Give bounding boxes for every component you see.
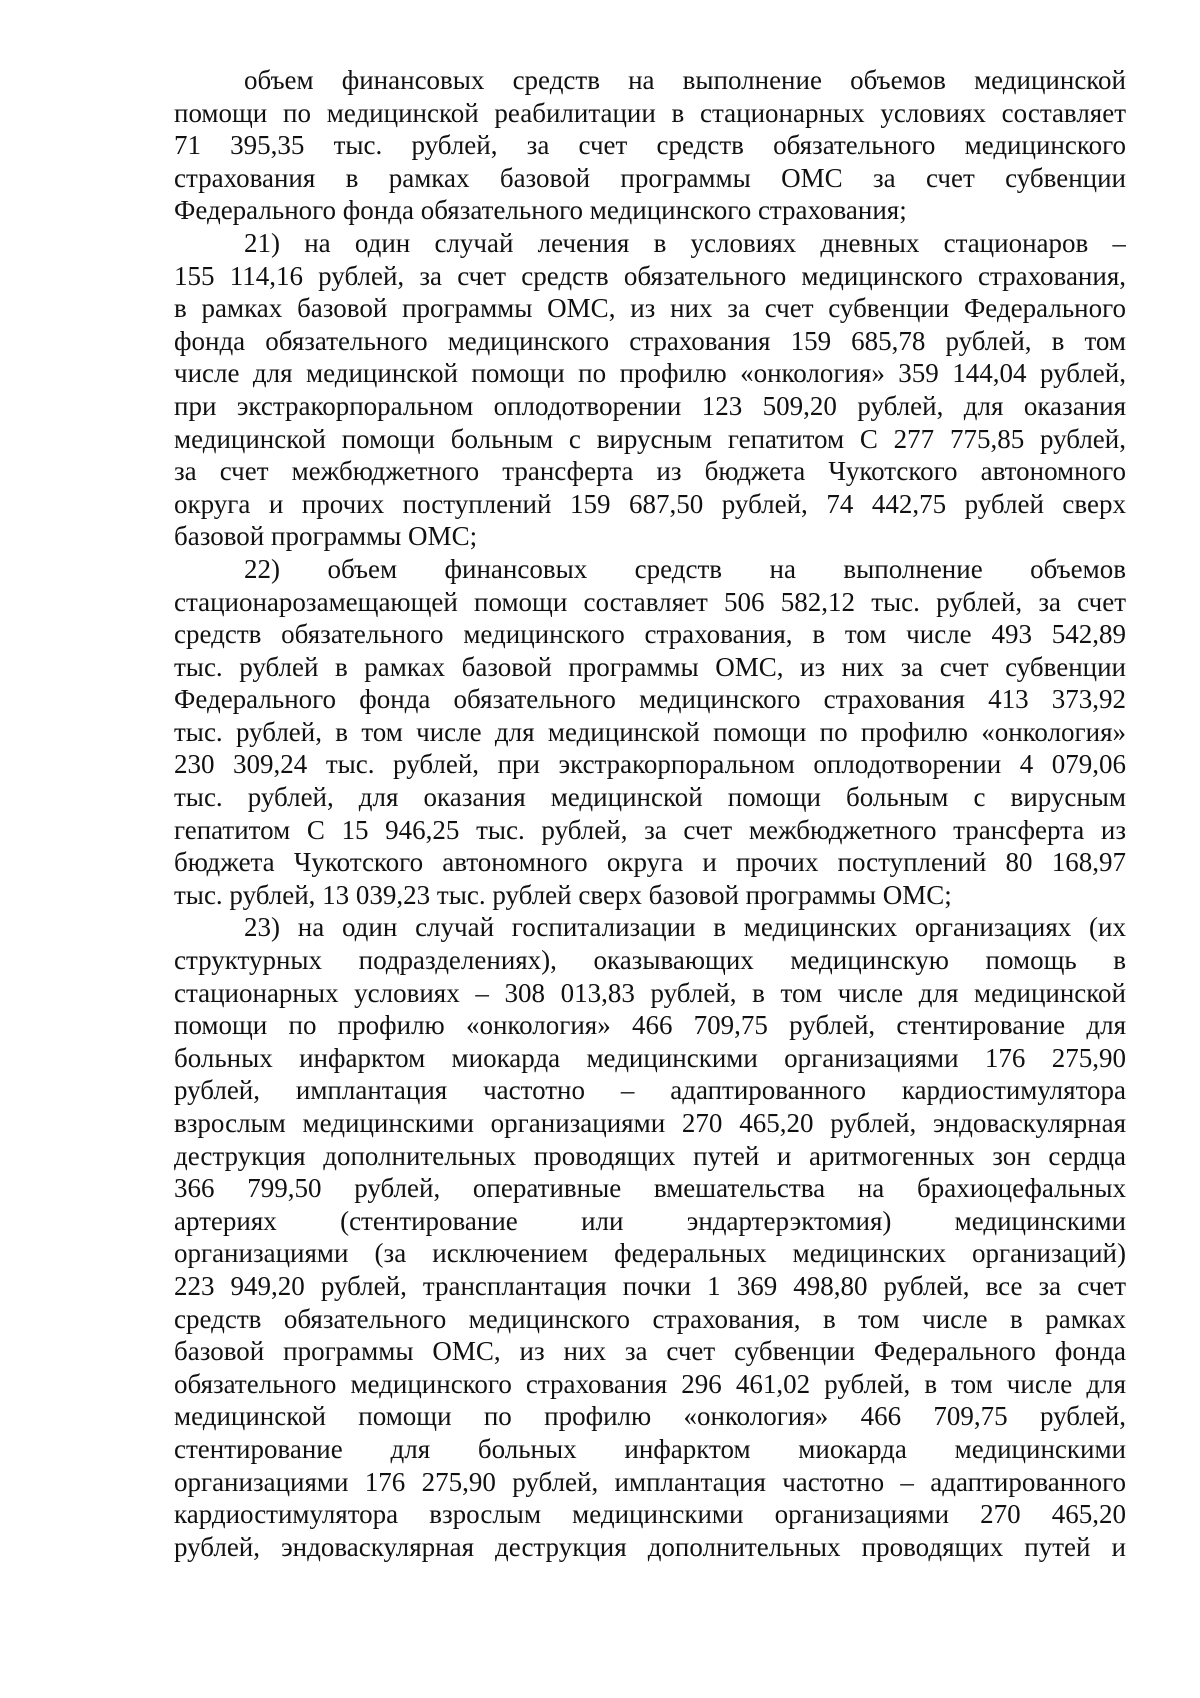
text-line: структурных подразделениях), оказывающих медицинскую помощь в — [174, 945, 1126, 976]
text-line: бюджета Чукотского автономного округа и прочих поступлений 80 168,97 — [174, 847, 1126, 878]
text-line: стационарных условиях – 308 013,83 рублей, в том числе для медицинской — [174, 977, 1126, 1008]
text-line: за счет межбюджетного трансферта из бюджета Чукотского автономного — [174, 456, 1126, 487]
text-line: тыс. рублей, 13 039,23 тыс. рублей сверх базовой программы ОМС; — [174, 879, 952, 910]
text-line: 155 114,16 рублей, за счет средств обязательного медицинского страхования, — [174, 260, 1126, 291]
text-line: средств обязательного медицинского страхования, в том числе 493 542,89 — [174, 619, 1126, 650]
text-line: 71 395,35 тыс. рублей, за счет средств обязательного медицинского — [174, 130, 1126, 161]
text-line: стационарозамещающей помощи составляет 506 582,12 тыс. рублей, за счет — [174, 586, 1126, 617]
text-line: кардиостимулятора взрослым медицинскими организациями 270 465,20 — [174, 1499, 1126, 1530]
text-line: средств обязательного медицинского страхования, в том числе в рамках — [174, 1303, 1126, 1334]
text-line: тыс. рублей, в том числе для медицинской помощи по профилю «онкология» — [174, 716, 1126, 747]
text-line: стентирование для больных инфарктом миокарда медицинскими — [174, 1433, 1126, 1464]
text-line: обязательного медицинского страхования 296 461,02 рублей, в том числе для — [174, 1368, 1126, 1399]
text-line: тыс. рублей в рамках базовой программы ОМС, из них за счет субвенции — [174, 651, 1126, 682]
text-line: организациями (за исключением федеральных медицинских организаций) — [174, 1238, 1126, 1269]
text-line: 22) объем финансовых средств на выполнение объемов — [244, 553, 1126, 584]
text-line: Федерального фонда обязательного медицинского страхования; — [174, 195, 907, 226]
text-line: тыс. рублей, для оказания медицинской помощи больным с вирусным — [174, 782, 1126, 813]
text-line: числе для медицинской помощи по профилю «онкология» 359 144,04 рублей, — [174, 358, 1126, 389]
document-body — [174, 64, 1126, 1563]
text-line: медицинской помощи по профилю «онкология» 466 709,75 рублей, — [174, 1401, 1126, 1432]
text-line: гепатитом С 15 946,25 тыс. рублей, за счет межбюджетного трансферта из — [174, 814, 1126, 845]
text-line: 21) на один случай лечения в условиях дневных стационаров – — [244, 227, 1126, 258]
text-line: помощи по профилю «онкология» 466 709,75 рублей, стентирование для — [174, 1010, 1126, 1041]
text-line: медицинской помощи больным с вирусным гепатитом С 277 775,85 рублей, — [174, 423, 1126, 454]
text-line: страхования в рамках базовой программы ОМС за счет субвенции — [174, 162, 1126, 193]
text-line: в рамках базовой программы ОМС, из них за счет субвенции Федерального — [174, 293, 1126, 324]
text-line: 223 949,20 рублей, трансплантация почки 1 369 498,80 рублей, все за счет — [174, 1270, 1126, 1301]
text-line: взрослым медицинскими организациями 270 465,20 рублей, эндоваскулярная — [174, 1108, 1126, 1138]
text-line: помощи по медицинской реабилитации в стационарных условиях составляет — [174, 97, 1126, 128]
text-line: объем финансовых средств на выполнение объемов медицинской — [244, 65, 1126, 95]
text-line: 366 799,50 рублей, оперативные вмешательства на брахиоцефальных — [174, 1173, 1126, 1204]
text-line: 230 309,24 тыс. рублей, при экстракорпоральном оплодотворении 4 079,06 — [174, 749, 1126, 780]
text-line: фонда обязательного медицинского страхования 159 685,78 рублей, в том — [174, 325, 1126, 356]
text-line: округа и прочих поступлений 159 687,50 рублей, 74 442,75 рублей сверх — [174, 488, 1126, 519]
text-line: при экстракорпоральном оплодотворении 123 509,20 рублей, для оказания — [174, 390, 1126, 421]
text-line: базовой программы ОМС, из них за счет субвенции Федерального фонда — [174, 1336, 1126, 1367]
text-line: рублей, имплантация частотно – адаптированного кардиостимулятора — [174, 1075, 1126, 1106]
text-line: больных инфарктом миокарда медицинскими организациями 176 275,90 — [174, 1042, 1126, 1073]
text-line: артериях (стентирование или эндартерэктомия) медицинскими — [174, 1205, 1126, 1236]
text-line: деструкция дополнительных проводящих путей и аритмогенных зон сердца — [174, 1140, 1126, 1171]
text-line: организациями 176 275,90 рублей, имплантация частотно – адаптированного — [174, 1466, 1126, 1497]
text-line: базовой программы ОМС; — [174, 521, 478, 552]
text-line: рублей, эндоваскулярная деструкция дополнительных проводящих путей и — [174, 1531, 1126, 1562]
text-line: Федерального фонда обязательного медицинского страхования 413 373,92 — [174, 684, 1126, 715]
text-line: 23) на один случай госпитализации в медицинских организациях (их — [244, 912, 1126, 943]
